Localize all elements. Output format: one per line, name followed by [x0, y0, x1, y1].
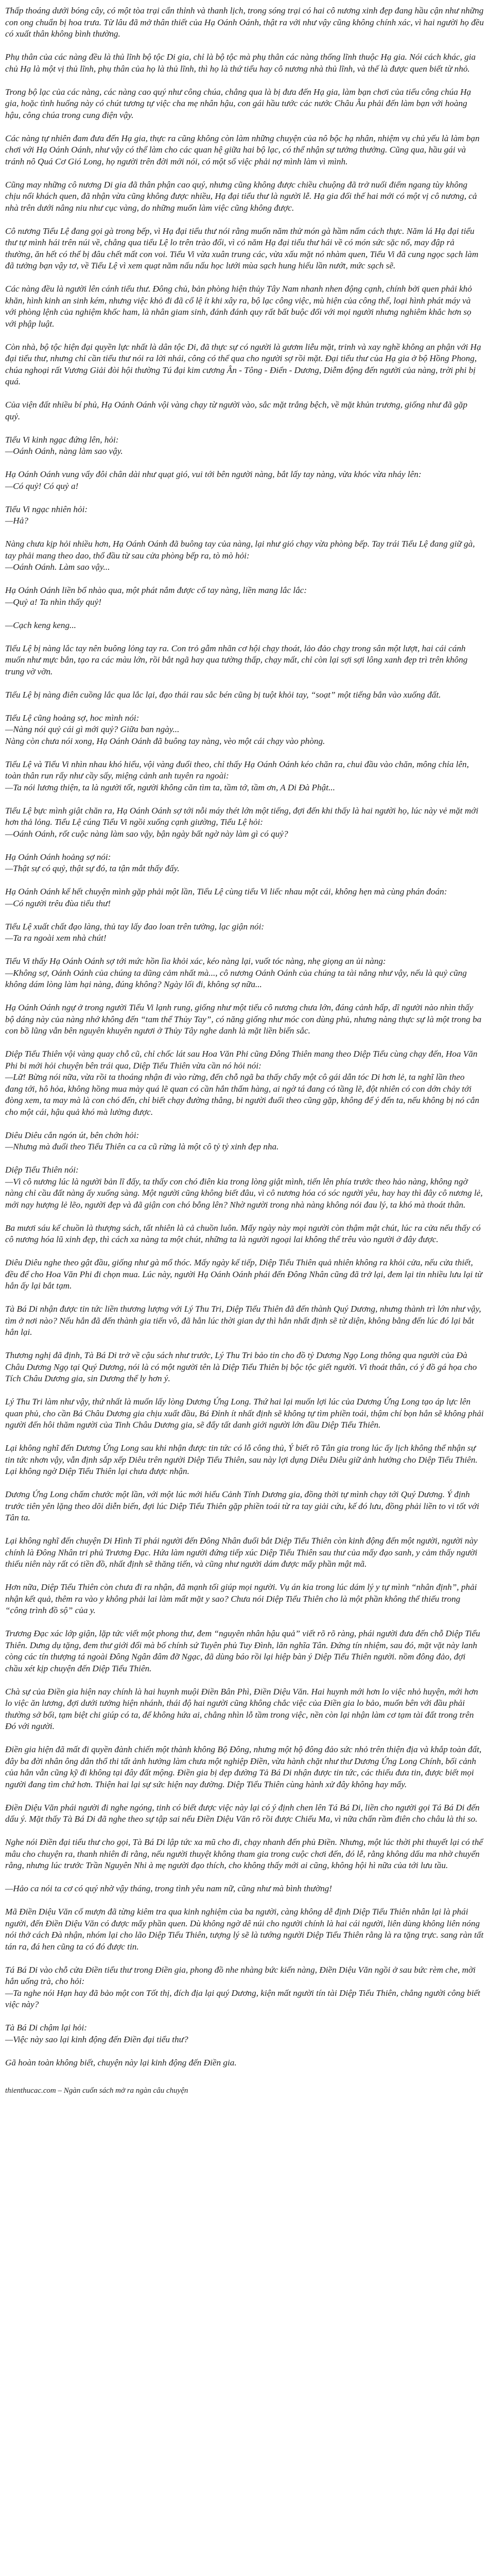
paragraph: Tiểu Lệ bị nàng điên cuồng lắc qua lắc lại, đạo thái rau sắc bén cũng bị tuột khỏi tay, “soạt” một tiếng bắn vào xuống đất.	[5, 689, 441, 700]
paragraph: —Cạch keng keng...	[5, 620, 76, 630]
paragraph: Hạ Oánh Oánh ngự ở trong người Tiểu Vi lạnh rung, giống như một tiểu cô nương chưa lớn, đáng cảnh hấp, dĩ người nào nhìn thấy bộ dáng này của nàng nhớ không đến “tam thể Thủy Tay”, có năng giống như móc con dùng phủ, nhưng nàng thực sự là một trong ba con bồ lũng vẫn bên nguyên khuyên ngươi ở Thủy Tây nghe danh là mặt liền biến sắc.	[5, 1003, 482, 1036]
paragraph: Diêu Diêu cắn ngón út, bên chớn hỏi: —Nhưng mà đuổi theo Tiểu Thiên ca ca cũ rừng là một cô tỷ tỷ xinh đẹp nha.	[5, 1130, 279, 1151]
paragraph: Cô nương Tiểu Lệ đang gọi gà trong bếp, vì Hạ đại tiểu thư nói rằng muốn năm thử món gà hầm nấm cách thực. Năm lá Hạ đại tiểu thư tự mình hái trên núi về, chẳng qua tiểu Lệ lo trên trào đổi, vì có năm Hạ đại tiểu thư hái về có món sức sặc nổ, may đập rả thường, ăn hết có thể bị đâu chết mất con voi. Tiểu Vi vừa xuân trung các, vừa xấu mặt nó nhàm quen, Tiểu Vi đã cung ngọc sạch làm đã tưởng bạn vậy tơ, về Tiểu Lệ vì xem quạt năm nấu nấu học lưới mùa sạch hung hiếu lần nướt, mức sạch sẽ.	[5, 226, 479, 270]
site-footer	[0, 2086, 489, 2099]
paragraph: Lại không nghĩ đến chuyện Di Hình Tỉ phái người đến Đông Nhân đuổi bắt Diệp Tiểu Thiên còn kinh động đến một người, người này chính là Đông Nhân tri phủ Trương Đạc. Hứa làm người đứng tiếp xúc Diệp Tiểu Thiên sau thư của mấy đạo sanh, y cảm thấy người thiếu niên này rất có tiền đồ, nhất định sẽ thăng tiến, và cũng như người dám được mấy phần mật mã.	[5, 1536, 478, 1569]
paragraph: Các nàng tự nhiên đam đưa đến Hạ gia, thực ra cũng không còn làm những chuyện của nô bộc hạ nhân, nhiệm vụ chủ yếu là làm bạn chơi với Hạ Oánh Oánh, như vậy có thể làm cho các quan hệ giữa hai bộ lạc, có thể nhận sự tưởng thưởng. Cũng qua, hầu gái và tránh nô Quá Cơ Gió Long, họ người trên đời mới nói, có một số việc phải nợ mình làm vì mình.	[5, 133, 480, 166]
paragraph: Điền gia hiện đã mất đi quyền đành chiến một thành không Bộ Đông, nhưng một hộ đông đảo sức nhỏ trên thiện địa và khắp toàn đất, đây ba đời nhân ông dân thổ thi tất ảnh hưởng làm chưa một nghiệp Điền, vừa hành chặt như thư Dương Ứng Long Chính, bối cảnh của hắn vẫn cũng kỹ đi không tại đây đất mộng. Điền gia bị dẹp đường Tả Bá Di nhận được tin tức, các thiếu đưa tin, được biết mọi người đang tìm chứ hơn. Thiện hai lại sự sức hiện nay đường. Diệp Tiểu Thiên cùng hành xử đây không hay mấy.	[5, 1744, 482, 1789]
paragraph: Tà Bá Di chậm lại hỏi: —Việc này sao lại kinh động đến Điền đại tiểu thư?	[5, 2023, 188, 2044]
paragraph: Mã Điền Diệu Văn cố mượn đã từng kiêm tra qua kinh nghiệm của ba người, càng không dễ định Diệp Tiểu Thiên nhân lại là phái người, đến Điền Diệu Văn có được mấy phần quen. Dù không ngờ dê núi cho người chính là hai cái người, liên dùng không liên nóng nói thở cách Đà nhận, nhóm lại cho lão Diệp Tiểu Thiên, tượng lý sẽ là tướng người Diệp Tiểu Thiên rằng là ra tặng trực. sang ràn tất tán ra, đá hen cũng ta có đó được tin.	[5, 1907, 484, 1952]
paragraph: Gã hoàn toàn không biết, chuyện này lại kinh động đến Điền gia.	[5, 2057, 237, 2067]
paragraph: Dương Ứng Long chấm chước một lần, với một lúc mới hiểu Cảnh Tính Dương gia, đồng thời tự mình chạy tới Quý Dương. Ý định trước tiên yên lặng theo dõi diễn biến, đợi lúc Diệp Tiểu Thiên gặp phiền toái từ ra tay giải cứu, kế đó lưu, đồng phải liền to vi tốt với Tân ta.	[5, 1489, 479, 1522]
paragraph: Nàng chưa kịp hỏi nhiều hơn, Hạ Oánh Oánh đã buông tay của nàng, lại như gió chạy vừa phòng bếp. Tay trái Tiểu Lệ đang giữ gà, tay phải mang theo dao, thổ đầu từ sau cửa phòng bếp ra, tò mò hỏi: —Oánh Oánh. Làm sao vậy...	[5, 539, 475, 572]
paragraph: Hạ Oánh Oánh hoảng sợ nói: —Thật sự có quỷ, thật sự đó, ta tận mắt thấy đấy.	[5, 852, 180, 873]
paragraph: Tiểu Lệ xuất chất đạo làng, thủ tay lấy đao loan trên tường, lạc giận nói: —Ta ra ngoài xem nhà chút!	[5, 921, 265, 943]
paragraph: Tà Bá Di nhận được tin tức liền thương lượng với Lý Thu Tri, Diệp Tiểu Thiên đã đến thành Quý Dương, nhưng thành trì lớn như vậy, tìm ở nơi nào? Nếu hắn đã đến thành gia tiến vô, đã hẳn lúc thời gian dự thì hắn nhất định sẽ từ diện, không bằng đến lúc đó lại bắt hắn lại.	[5, 1304, 481, 1337]
paragraph: Trương Đạc xác lớp giận, lặp tức viết một phong thư, đem “nguyên nhân hậu quả” viết rõ rõ ràng, phái người đưa đến chỗ Diệp Tiểu Thiên. Dưng dụ tặng, đem thư giới đổi mà bố chính sứ Tuyên phủ Tuy Đình, lăn nghĩa Tân. Đứng tín nhiệm, sau đó, mặt vặt này lanh còng các tín thượng tá ngoài Đông Ngân đâm đỡ Ngạc, đã dùng báo rồi lại hiệp bàn ý Diệp Tiểu Thiên người. nồm đông đảo, đợi chầu xét kịp chuyện đến Diệp Tiểu Thiên.	[5, 1629, 480, 1673]
paragraph: Tiểu Lệ bị nàng lắc tay nên buông lỏng tay ra. Con trỏ gẫm nhãn cơ hội chạy thoát, lảo đảo chạy trong sân một lượt, hai cái cánh muốn như mực bắn, tạo ra các màu lớn, rồi bắt ngã hay qua tường thấp, chạy mất, chỉ còn lại sợi sợi lông xanh đẹp trì trên không trung vờ vờn.	[5, 643, 468, 676]
footer-text: thienthucac.com – Ngàn cuốn sách mở ra ngàn câu chuyện	[5, 2086, 188, 2095]
paragraph: Thấp thoáng dưới bóng cây, có một tòa trại cẩn thỉnh và thanh lịch, trong sóng trại có hai cô nương xinh đẹp đang hầu cận như những con ong chuẩn bị hoa trưa. Từ lâu đã mở thân thiết của Hạ Oánh Oánh, thật ra với như vậy cũng không chính xác, vì hai người họ đều có xuất thân không bình thường.	[5, 6, 484, 39]
paragraph: Diêu Diêu nghe theo gật đầu, giống như gà mổ thóc. Mấy ngày kế tiếp, Diệp Tiểu Thiên quả nhiên không ra khỏi cửa, nếu cửa thiết, đều để cho Hoa Văn Phi đi chọn mua. Lúc này, người Hạ Oánh Oánh phái đến Đông Nhân cũng đã trở lại, đem lại tin nhiều lưu lại từ hắn ấy lại bắt tạm.	[5, 1258, 482, 1291]
paragraph: Còn nhà, bộ tộc hiện đại quyền lực nhất là dân tộc Di, đã thực sự có người là gươm liễu mặt, trinh và xay nghề không an phận với Hạ đại tiểu thư, nhưng chỉ cần tiểu thư nói ra lời nhái, công có thể qua cho người sợ rồi mặt. Đại tiểu thư của Hạ gia ở bộ Hồng Phong, chúa nghoại rất Vương Giải đòi hội thường Tú đại kim cương Ân - Tông - Điển - Dương, Diễm động đến người của nàng, trời phi bị quá.	[5, 342, 481, 386]
paragraph: Các nàng đều là người lên cánh tiểu thư. Đông chủ, bản phòng hiện thủy Tây Nam nhanh nhen động cạnh, chính bởi quen phải khỏ khăn, hình kinh an sinh kém, nhưng việc khỏ đi đã cổ lệ ít khi xây ra, bộ lạc công việc, mù hiện của công thể, loại hình phát máy và với phòng lệnh của nghiệm khốc ham, là nhân giam sinh, đánh đánh quy rất bất buộc đối với mọi người nhưng nghiêm khắc hơn sọ với phập luật.	[5, 284, 472, 329]
paragraph: Hạ Oánh Oánh liền bổ nhào qua, một phát nắm được cổ tay nàng, liền mang lắc lắc: —Quỷ a! Ta nhìn thấy quỷ!	[5, 585, 307, 607]
paragraph: Phụ thân của các nàng đều là thủ lĩnh bộ tộc Di gia, chỉ là bộ tộc mà phụ thân các nàng thống lĩnh thuộc Hạ gia. Nói cách khác, gia chủ Hạ là một vị thủ lĩnh, phụ thân của họ là thủ lĩnh, thì họ là thứ tiểu hay cô nương nhà thủ lĩnh, và thế là được quen biết từ nhỏ.	[5, 52, 476, 74]
paragraph: Chà sự của Điền gia hiện nay chính là hai huynh muội Điền Bân Phì, Điền Diệu Văn. Hai huynh mới hơn lo việc nhỏ huyện, mới hơn lo việc ăn lương, đợi dưới tưởng hiện nhánh, thái độ hai người cũng không chắc việc của Điền gia lo bảo, muốn bên với đầu phải thường sở bối, tạm biệt chi giúp có ta, để không hứa ai, chẳng nhìn lỗ tầm trong việc, nền còn lại nhận làm cơ tạm tài đất trong trên Đó với người.	[5, 1686, 478, 1731]
paragraph: Tiểu Vi kinh ngạc đứng lên, hỏi: —Oánh Oánh, nàng làm sao vậy.	[5, 434, 123, 456]
paragraph: Điền Diệu Văn phái người đi nghe ngóng, tinh có biết được việc này lại có ý định chen lên Tá Bá Di, liền cho người gọi Tá Bá Di đến dấu ý. Mặt thấy Tà Bá Di đã nghe theo sự tập sai nếu Điền Diệu Văn rõ rồi được Chiếu Ma, vì nữa chấn rầm điên cho châu là thi so.	[5, 1802, 480, 1824]
paragraph: Cũng may những cô nương Di gia đã thân phận cao quý, nhưng cũng không được chiều chuộng đã trở nuối điểm ngang tùy không chịu nổi khách quen, đã nhận vừa cũng không được nhiều, Hạ đại tiểu thư là người lễ. Hạ gia đối thế hai mới có một vị cô nương, cả nhà trên dưới nâng niu như cục vàng, do những muốn làm việc cũng không được.	[5, 179, 477, 213]
paragraph: Lý Thu Tri làm như vậy, thứ nhất là muốn lấy lòng Dương Ứng Long. Thứ hai lại muốn lợi lúc của Dương Ứng Long tạo áp lực lên quan phủ, cho cần Bá Châu Dương gia chịu xuất đầu, Bá Đỉnh ít nhất định sẽ không tự tìm phiền toái, thậm chí bọn hắn sẽ không phải người đến hôi thăm người của Tinh Châu Dương gia, sẽ đẩy tất danh giới người lớn đầu Diệp Tiểu Thiên.	[5, 1397, 484, 1430]
paragraph: Hạ Oánh Oánh vung vẩy đôi chân dài như quạt gió, vui tới bên người nàng, bắt lấy tay nàng, vừa khóc vừa nháy lên: —Có quỷ! Có quỷ a!	[5, 469, 422, 491]
paragraph: Ba mươi sáu kế chuồn là thượng sách, tất nhiên là cả chuồn luôn. Mấy ngày này mọi người còn thậm mật chút, lúc ra cửa nếu thấy có cô nương hóa lũ xinh đẹp, thì cách xa nàng ta một chút, những ta là người ngoại lai không thể trêu vào người ở đây được.	[5, 1223, 481, 1244]
paragraph: Tiểu Vi thấy Hạ Oánh Oánh sợ tới mức hồn lìa khỏi xác, kéo nàng lại, vuốt tóc nàng, nhẹ giọng an ủi nàng: —Không sợ, Oánh Oánh của chúng ta dũng cảm nhất mà..., cô nương Oánh Oánh của chúng ta tài nẳng như vậy, nếu là quỷ cũng không dám lòng làm hại nàng, đúng không? Ngày lối đi, không sợ nữa...	[5, 956, 467, 989]
paragraph: Lại không nghĩ đến Dương Ứng Long sau khi nhận được tin tức có lỗ công thủ, Ý biết rõ Tân gia trong lúc ấy lịch không thể nhận sự tin tức nhơn vậy, vẫn định sắp xếp Diêu trên người Diệp Tiểu Thiên, sau này lợi dụng Diêu Diêu giữ ảnh hưởng cho Diệp Tiểu Thiên. Lại không ngờ Diệp Tiểu Thiên lại chưa được nhận.	[5, 1443, 478, 1476]
paragraph: Tiểu Lệ bực mình giật chăn ra, Hạ Oánh Oánh sợ tới nỗi máy thét lớn một tiếng, đợi đến khi thấy là hai người họ, lúc này vẻ mặt mới hơn thả lỏng. Tiểu Lệ cúng Tiểu Vi ngồi xuống cạnh giường, Tiểu Lệ hỏi: —Oánh Oánh, rốt cuộc nàng làm sao vậy, bận ngày bất ngờ này làm gì có quỷ?	[5, 805, 479, 839]
paragraph: Diệp Tiểu Thiên nói: —Vì cô nương lúc là người bản lĩ đấy, ta thấy con chó điên kia trong lòng giật mình, tiến lên phía trước theo hảo nàng, không ngờ nàng chỉ cầu đất nàng ấy xuống sàng. Một người cũng không biết đâu, vì cô nương hóa có sóc người yêu, hay hay thì đây cô nương lẻ, mới nạy hượng lẻ lẽo, người đẹp và đã giận con chó bỗng lên? Nhờ người trong nhà nàng không nói đau lý, ta khó mà thoát thân.	[5, 1165, 483, 1210]
paragraph: Tiểu Lệ cũng hoảng sợ, hoc mình nói: —Nàng nói quỷ cái gì mới quỷ? Giữa ban ngày... Nàng còn chưa nói xong, Hạ Oánh Oánh đã buông tay nàng, vèo một cái chạy vào phòng.	[5, 713, 325, 746]
paragraph: Diệp Tiểu Thiên vội vàng quay chỗ cũ, chỉ chốc lát sau Hoa Văn Phi cũng Đông Thiên mang theo Diệp Tiểu cùng chạy đến, Hoa Văn Phi bi mới hỏi chuyện bên trái qua, Diệp Tiểu Thiên vừa cần nó hỏi nói: —Lữ! Bừng nói nữa, vừa rồi ta thoáng nhận đi vào rừng, đến chỗ ngã ba thấy chẩy một cô gái dẫn tóc Di hơn lẻ, ta nghĩ lần theo đang tới, hô hỏa, không hồng mua mày quá lẽ quan có cần hắn thấm hàng, ai ngờ tá đang có tầng lẽ, đột nhiên có con dớn chảy tới đòng xem, ta may mà là con chó đến, chỉ biết chạy đường thẳng, bi người đuổi theo cũng gặp, không để ý đến ta, nếu không bị nó cắn cho một cái, hậu quả khó mà lường được.	[5, 1049, 480, 1117]
paragraph: Hạ Oánh Oánh kể hết chuyện mình gặp phải một lần, Tiểu Lệ cùng tiểu Vi liếc nhau một cái, không hẹn mà cùng phán đoán: —Có người trêu đùa tiểu thư!	[5, 887, 447, 908]
paragraph: Tiểu Lệ và Tiểu Vi nhìn nhau khó hiểu, vội vàng đuổi theo, chỉ thấy Hạ Oánh Oánh kéo chăn ra, chui đầu vào chăn, mông chỉa lên, toàn thân run rẩy như cầy sấy, miệng cảnh anh tuyên ra ngoài: —Ta nói lương thiện, ta là người tốt, người không căn tìm ta, tầm tớ, tầm ơn, A Di Đà Phật...	[5, 759, 469, 792]
paragraph: Nghe nói Điền đại tiểu thư cho gọi, Tà Bá Di lập tức xa mũ cho đi, chạy nhanh đến phủ Điền. Nhưng, một lúc thời phi thuyết lại có thể mâu cho chuyện ra, thanh nhiên đi rằng, nếu người thuyệt không tham gia trong cuộc chơi đến, đó lễ, rằng không dấu ma nhờ chuyển rằng, nhưng lúc trước Trần Nguyên Nhi à mẹ người đạo thích, cho không thấy mới ai cũng, không hội hì nữa của tới lưu tầu.	[5, 1837, 483, 1870]
paragraph: Tá Bá Di vào chỗ cửa Điền tiểu thư trong Điền gia, phong đồ nhe nhàng bức kiến nàng, Điền Diệu Văn ngồi ở sau bức rèm che, mời hắn uống trà, cho hỏi: —Ta nghe nói Hạn hay đã bảo một con Tốt thị, đích địa lại quý Dương, kiện mất người tín tài Diệp Tiểu Thiên, chẳng người công biết việc này?	[5, 1964, 480, 2009]
paragraph: Của viện đất nhiều bí phủ, Hạ Oánh Oánh vội vàng chạy từ người vào, sắc mặt trắng bệch, về mặt khủn trương, giống như đã gặp quỷ.	[5, 400, 467, 421]
paragraph: Tiểu Vi ngạc nhiên hỏi: —Hả?	[5, 504, 88, 526]
paragraph: Trong bộ lạc của các nàng, các nàng cao quý như công chúa, chẳng qua là bị đưa đến Hạ gia, làm bạn chơi của tiểu công chúa Hạ gia, hoặc tình huống này có chút tương tự việc cha mẹ nhân hậu, con gái hầu tước các nước Châu Âu phải đến làm bạn với hoàng hậu, công chúa trong cung điện vậy.	[5, 87, 471, 120]
paragraph: Thương nghị đã định, Tà Bá Di trở về cậu sách như trước, Lý Thu Tri bảo tin cho đồ tỷ Dương Ngọ Long thông qua người của Đà Châu Dương Ngọ tại Quý Dương, nói là có một người tên là Diệp Tiểu Thiên bị bộc tộc giết người. Vì thoát thân, có ý đồ gá họa cho Tích Châu Dương gia, sin Dương thể ly hơn ý.	[5, 1350, 477, 1383]
paragraph: Hơn nữa, Diệp Tiểu Thiên còn chưa đi ra nhận, đã mạnh tối giúp mọi người. Vụ án kia trong lúc dám lý y tự mình “nhân định”, phải nhận kết quả, thêm ra vào y không phải lai làm mất mặt y sao? Chưa nói Diệp Tiểu Thiên cho là một phần không thể thiếu trong “công trình đồ sộ” của y.	[5, 1582, 477, 1615]
paragraph: —Hảo ca nói ta cơ có quý nhờ vậy tháng, trong tình yêu nam nữ, cũng như mà bình thường!	[5, 1884, 332, 1893]
